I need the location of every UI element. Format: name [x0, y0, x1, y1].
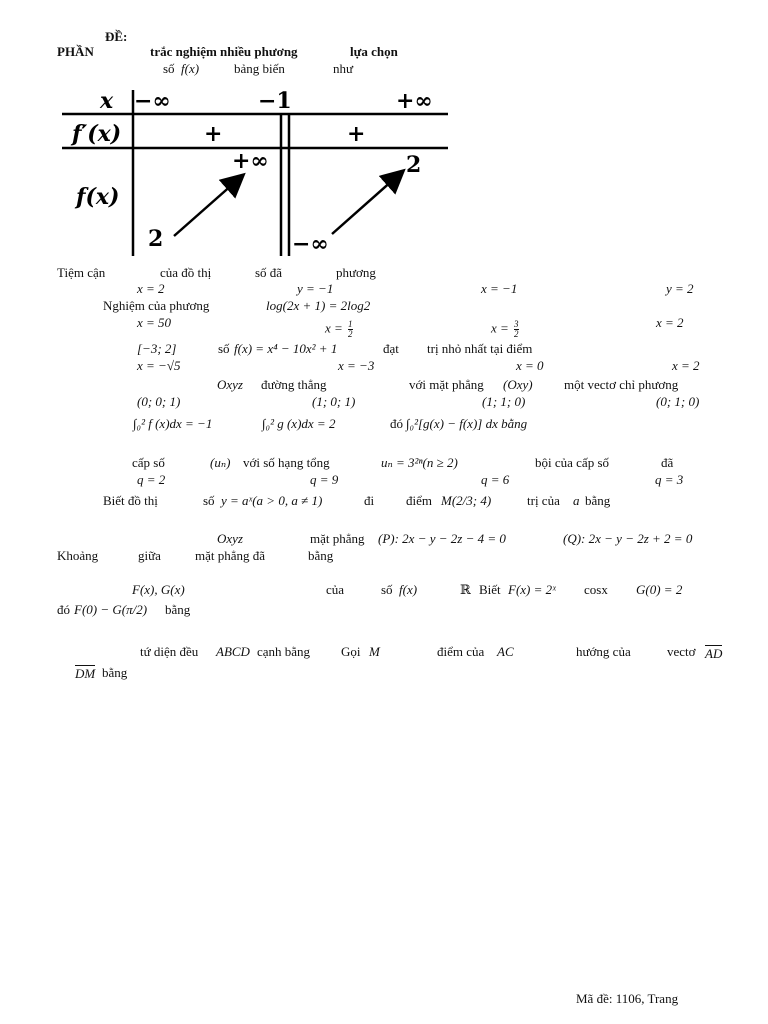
- question-text: cấp số: [132, 455, 165, 470]
- intro-fx: f(x): [181, 61, 200, 76]
- value-right-bottom: −∞: [292, 231, 329, 256]
- question-text: đó: [57, 602, 70, 617]
- question-text: số: [381, 582, 393, 597]
- question-text: số đã: [255, 265, 283, 280]
- cos-term: cosx: [584, 582, 608, 597]
- increase-arrow: [332, 172, 402, 234]
- answer-c: q = 6: [481, 472, 510, 487]
- question-text: với mặt phẳng: [409, 377, 484, 392]
- primitive-functions: F(x), G(x): [132, 582, 185, 597]
- answer-c: x = −1: [481, 281, 518, 296]
- integral-given: ∫₀² f (x)dx = −1: [133, 416, 213, 431]
- question-text: với số hạng tổng: [243, 455, 330, 470]
- fprime-label: f′(x): [72, 121, 122, 147]
- footer-code: Mã đề: 1106, Trang: [576, 991, 679, 1006]
- question-text: điểm: [406, 493, 432, 508]
- answer-c: [491, 320, 519, 339]
- initial-condition: G(0) = 2: [636, 582, 683, 597]
- question-text: bằng: [165, 602, 191, 617]
- x-neg-one: −1: [258, 88, 292, 114]
- answer-d: q = 3: [655, 472, 684, 487]
- question-text: Biết: [479, 582, 501, 597]
- question-text: bằng: [102, 665, 128, 680]
- variable-a: a: [573, 493, 580, 508]
- vector-AD: AD: [705, 646, 723, 661]
- fraction-num: 1: [348, 319, 353, 329]
- increase-arrow: [174, 176, 242, 236]
- part-title: trắc nghiệm nhiều phương: [150, 44, 298, 59]
- vector-DM: DM: [75, 666, 96, 681]
- question-text: đã: [661, 455, 674, 470]
- value-left-bottom: 2: [148, 226, 164, 252]
- answer-c: (1; 1; 0): [482, 394, 526, 409]
- x-neg-inf: −∞: [134, 88, 171, 114]
- fraction-den: 2: [348, 329, 353, 339]
- question-text: tứ diện đều: [140, 644, 199, 659]
- question-text: của: [326, 582, 345, 597]
- function-expr: f(x) = x⁴ − 10x² + 1: [234, 341, 338, 356]
- intro-word: bảng biến: [234, 61, 285, 76]
- exam-label: ĐỀ:: [105, 29, 128, 44]
- interval: [−3; 2]: [137, 341, 177, 356]
- question-text: số: [203, 493, 215, 508]
- sequence-name: (uₙ): [210, 455, 231, 470]
- variation-table: [62, 86, 448, 256]
- integral-given: ∫₀² g (x)dx = 2: [262, 416, 336, 431]
- answer-a: x = −√5: [137, 358, 181, 373]
- question-text: hướng của: [576, 644, 631, 659]
- question-text: Biết đồ thị: [103, 493, 158, 508]
- value-left-top: +∞: [232, 148, 269, 174]
- answer-d: y = 2: [666, 281, 694, 296]
- intro-word: số: [163, 61, 175, 76]
- sign-plus: +: [204, 121, 223, 147]
- plane-P: (P): 2x − y − 2z − 4 = 0: [378, 531, 506, 546]
- answer-b: (1; 0; 1): [312, 394, 356, 409]
- sign-plus: +: [347, 121, 366, 147]
- answer-a: x = 2: [137, 281, 165, 296]
- answer-b: q = 9: [310, 472, 339, 487]
- question-text: đạt: [383, 341, 399, 356]
- answer-b: y = −1: [297, 281, 334, 296]
- question-text: trị nhỏ nhất tại điểm: [427, 341, 533, 356]
- point-M: M: [369, 644, 380, 659]
- answer-b-lhs: x =: [325, 320, 343, 336]
- value-right-top: 2: [406, 152, 422, 178]
- question-text: Gọi: [341, 644, 361, 659]
- f-label: f(x): [76, 184, 120, 210]
- x-label: x: [100, 88, 114, 114]
- tetrahedron-name: ABCD: [216, 644, 250, 659]
- question-text: mặt phẳng đã: [195, 548, 266, 563]
- question-text: một vectơ chỉ phương: [564, 377, 679, 392]
- function-fx: f(x): [399, 582, 418, 597]
- part-title-2: lựa chọn: [350, 44, 398, 59]
- question-text: trị của: [527, 493, 560, 508]
- answer-d: (0; 1; 0): [656, 394, 700, 409]
- plane-Q: (Q): 2x − y − 2z + 2 = 0: [563, 531, 693, 546]
- point-M: M(2/3; 4): [441, 493, 492, 508]
- x-pos-inf: +∞: [396, 88, 433, 114]
- answer-b: [325, 320, 353, 339]
- real-set: ℝ: [460, 582, 471, 597]
- expression: F(0) − G(π/2): [74, 602, 148, 617]
- answer-c: x = 0: [516, 358, 544, 373]
- question-text: số: [218, 341, 230, 356]
- question-text: bội của cấp số: [535, 455, 610, 470]
- sequence-formula: uₙ = 3²ⁿ(n ≥ 2): [381, 455, 458, 470]
- question-text: Nghiệm của phương: [103, 298, 210, 313]
- function-expr: y = aˣ(a > 0, a ≠ 1): [221, 493, 323, 508]
- question-text: Khoảng: [57, 548, 99, 563]
- answer-b: x = −3: [338, 358, 375, 373]
- plane-name: (Oxy): [503, 377, 533, 392]
- question-text: đường thẳng: [261, 377, 327, 392]
- coord-system: Oxyz: [217, 531, 243, 546]
- answer-d: x = 2: [656, 315, 684, 330]
- question-text: đó: [390, 416, 403, 431]
- question-text: bằng: [308, 548, 334, 563]
- part-label: PHẦN: [57, 44, 94, 59]
- question-text: bằng: [585, 493, 611, 508]
- fraction-num: 3: [514, 319, 519, 329]
- answer-a: x = 50: [137, 315, 172, 330]
- answer-c-lhs: x =: [491, 320, 509, 336]
- coord-system: Oxyz: [217, 377, 243, 392]
- equation: log(2x + 1) = 2log2: [266, 298, 371, 313]
- answer-a: (0; 0; 1): [137, 394, 181, 409]
- intro-word: như: [333, 61, 354, 76]
- answer-a: q = 2: [137, 472, 166, 487]
- question-text: phương: [336, 265, 376, 280]
- question-text: giữa: [138, 548, 161, 563]
- answer-d: x = 2: [672, 358, 700, 373]
- question-text: mặt phẳng: [310, 531, 365, 546]
- question-text: cạnh bằng: [257, 644, 311, 659]
- segment-AC: AC: [497, 644, 514, 659]
- function-Fx: F(x) = 2ˣ: [508, 582, 556, 597]
- question-text: đi: [364, 493, 375, 508]
- integral-asked: ∫₀²[g(x) − f(x)] dx bằng: [406, 416, 528, 431]
- question-text: điểm của: [437, 644, 485, 659]
- question-text: Tiệm cận: [57, 265, 106, 280]
- fraction-den: 2: [514, 329, 519, 339]
- question-text: của đồ thị: [160, 265, 212, 280]
- question-text: vectơ: [667, 644, 696, 659]
